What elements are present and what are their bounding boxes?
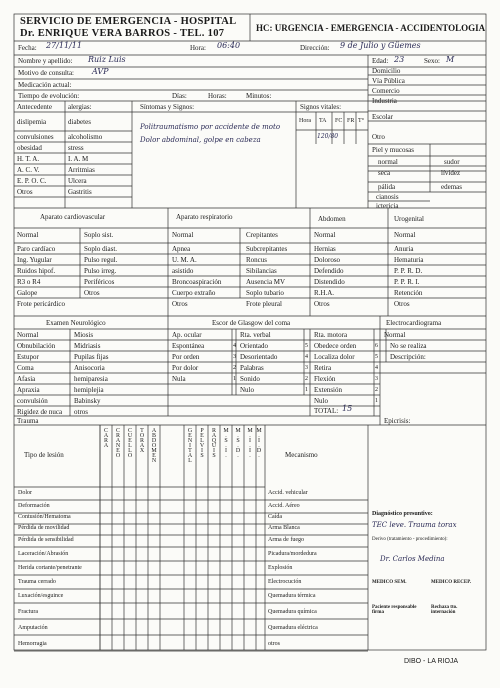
resp-item[interactable]: Apnea	[172, 245, 191, 253]
neuro-item[interactable]: hemiplejia	[74, 386, 104, 394]
ocular-score: 3	[233, 354, 236, 360]
resp-item[interactable]: Normal	[172, 231, 194, 239]
verbal-score: 4	[305, 354, 308, 360]
region-header-1: CRANEO	[115, 428, 121, 458]
resp-item[interactable]: Crepitantes	[246, 231, 278, 239]
abdomen-item[interactable]: R.H.A.	[314, 289, 335, 297]
lesion-row[interactable]: Contusión/Hematoma	[18, 514, 71, 520]
neuro-item[interactable]: Pupilas fijas	[74, 353, 109, 361]
motora-label: Rta. motora	[314, 331, 348, 339]
cardio-item[interactable]: Normal	[17, 231, 39, 239]
verbal-option[interactable]: Orientado	[240, 342, 268, 350]
transport-via-publica[interactable]: Vía Pública	[372, 77, 405, 85]
antecedente-item[interactable]: Gastritis	[68, 188, 92, 196]
motivo-field[interactable]: AVP	[92, 67, 109, 76]
motora-score: 2	[375, 387, 378, 393]
neuro-item[interactable]: Afasia	[17, 375, 36, 383]
neuro-item[interactable]: convulsión	[17, 397, 48, 405]
motora-score: 6	[375, 343, 378, 349]
ocular-option[interactable]: Espontánea	[172, 342, 205, 350]
lesion-row[interactable]: Amputación	[18, 625, 48, 631]
verbal-option[interactable]: Nulo	[240, 386, 254, 394]
hospital-title: SERVICIO DE EMERGENCIA - HOSPITAL	[20, 16, 237, 27]
piel-item[interactable]: sudor	[444, 158, 460, 166]
cardio-item[interactable]: Ing. Yugular	[17, 256, 52, 264]
verbal-option[interactable]: Palabras	[240, 364, 264, 372]
cardio-item[interactable]: Soplo sist.	[84, 231, 114, 239]
mecanismo-label: Mecanismo	[285, 451, 318, 459]
urogenital-item[interactable]: Normal	[394, 231, 416, 239]
antecedente-item[interactable]: Ulcera	[68, 177, 87, 185]
ecg-no-realiza[interactable]: No se realiza	[390, 342, 427, 350]
abdomen-item[interactable]: Normal	[314, 231, 336, 239]
resp-item[interactable]: Soplo tubario	[246, 289, 284, 297]
resp-item[interactable]: Roncus	[246, 256, 267, 264]
dias-label: Días:	[172, 92, 187, 100]
urogenital-item[interactable]: Otros	[394, 300, 410, 308]
ocular-score: 2	[233, 365, 236, 371]
sexo-label: Sexo:	[424, 57, 440, 65]
piel-label: Piel y mucosas	[372, 146, 414, 154]
antecedente-item[interactable]: Arritmias	[68, 166, 95, 174]
neuro-item[interactable]: Babinsky	[74, 397, 101, 405]
transport-otro[interactable]: Otro	[372, 133, 385, 141]
cardio-item[interactable]: Periféricos	[84, 278, 115, 286]
paciente-firma-label: Paciente responsable firma	[372, 605, 417, 615]
cardio-item[interactable]: R3 o R4	[17, 278, 41, 286]
cardio-item[interactable]: Galope	[17, 289, 38, 297]
ecg-normal[interactable]: Normal	[384, 331, 406, 339]
verbal-score: 5	[305, 343, 308, 349]
transport-escolar[interactable]: Escolar	[372, 113, 393, 121]
region-header-7: RAQUIS	[211, 428, 217, 458]
direccion-label: Dirección:	[300, 44, 330, 52]
region-header-8: M.S.I.	[223, 428, 229, 458]
printer-footer: DIBO - LA RIOJA	[404, 658, 459, 665]
motora-score: 5	[375, 354, 378, 360]
motora-score: 3	[375, 376, 378, 382]
abdomen-label: Abdomen	[318, 215, 346, 223]
resp-item[interactable]: Subcrepitantes	[246, 245, 288, 253]
minutos-label: Minutos:	[246, 92, 272, 100]
lesion-row[interactable]: Luxación/esguince	[18, 593, 64, 599]
cardio-item[interactable]: Otros	[84, 289, 100, 297]
motora-option[interactable]: Flexión	[314, 375, 336, 383]
mechanism-row[interactable]: Accid. Aéreo	[268, 503, 300, 509]
transport-industria[interactable]: Industria	[372, 97, 397, 105]
mechanism-row[interactable]: Caída	[268, 514, 282, 520]
cardio-item[interactable]: Paro cardíaco	[17, 245, 56, 253]
region-header-3: TORAX	[139, 428, 145, 453]
lesion-row[interactable]: Pérdida de sensibilidad	[18, 537, 74, 543]
vital-col-hora: Hora	[299, 118, 311, 124]
mechanism-row[interactable]: Explosión	[268, 565, 293, 571]
ocular-score: 4	[233, 343, 236, 349]
motora-option[interactable]: Nulo	[314, 397, 328, 405]
resp-item[interactable]: Ausencia MV	[246, 278, 286, 286]
antecedente-item[interactable]: A. C. V.	[17, 166, 40, 174]
piel-item[interactable]: seca	[378, 169, 391, 177]
resp-item[interactable]: Otros	[172, 300, 188, 308]
motora-score: 4	[375, 365, 378, 371]
resp-item[interactable]: Cuerpo extraño	[172, 289, 216, 297]
urogenital-item[interactable]: Anuria	[394, 245, 414, 253]
antecedente-item[interactable]: alcoholismo	[68, 133, 103, 141]
urogenital-item[interactable]: P. P. R. D.	[394, 267, 423, 275]
antecedente-item[interactable]: diabetes	[68, 118, 91, 126]
cardio-item[interactable]: Frote pericárdico	[17, 300, 66, 308]
piel-item[interactable]: cianosis	[376, 193, 399, 201]
mechanism-row[interactable]: Accid. vehicular	[268, 490, 308, 496]
region-header-5: GENITAL	[187, 428, 193, 463]
vital-col-fc: FC	[335, 118, 343, 124]
lesion-row[interactable]: Fractura	[18, 609, 38, 615]
abdomen-item[interactable]: Otros	[314, 300, 330, 308]
region-header-4: ABDOMEN	[151, 428, 157, 463]
neuro-item[interactable]: hemiparesia	[74, 375, 108, 383]
lesion-row[interactable]: Hemorragia	[18, 641, 47, 647]
fecha-field[interactable]: 27/11/11	[46, 41, 82, 50]
region-header-11: M.I.D.	[256, 428, 262, 458]
ecg-descripcion: Descripción:	[390, 353, 426, 361]
hospital-subtitle: Dr. ENRIQUE VERA BARROS - TEL. 107	[20, 28, 225, 39]
nombre-field[interactable]: Ruiz Luis	[88, 55, 126, 64]
urogenital-item[interactable]: Hematuria	[394, 256, 424, 264]
mechanism-row[interactable]: Quemadura eléctrica	[268, 625, 318, 631]
region-header-10: M.I.I.	[247, 428, 253, 458]
cardio-item[interactable]: Soplo diast.	[84, 245, 118, 253]
medico-recep-label: MEDICO RECEP.	[431, 580, 472, 585]
abdomen-item[interactable]: Distendido	[314, 278, 345, 286]
neuro-item[interactable]: Obnubilación	[17, 342, 56, 350]
motora-option[interactable]: Localiza dolor	[314, 353, 355, 361]
verbal-option[interactable]: Desorientado	[240, 353, 278, 361]
transport-comercio[interactable]: Comercio	[372, 87, 400, 95]
region-header-0: CARA	[103, 428, 109, 448]
signos-vitales-label: Signos vitales:	[300, 103, 342, 111]
antecedente-item[interactable]: E. P. O. C.	[17, 177, 47, 185]
antecedente-item[interactable]: dislipemia	[17, 118, 47, 126]
motora-option[interactable]: Extensión	[314, 386, 342, 394]
urogenital-item[interactable]: P. P. R. I.	[394, 278, 420, 286]
horas-label: Horas:	[208, 92, 227, 100]
lesion-row[interactable]: Deformación	[18, 503, 50, 509]
glasgow-label: Escor de Glasgow del coma	[212, 319, 291, 327]
abdomen-item[interactable]: Doloroso	[314, 256, 341, 264]
region-header-2: CUELLO	[127, 428, 133, 458]
antecedente-item[interactable]: obesidad	[17, 144, 42, 152]
neuro-item[interactable]: otros	[74, 408, 88, 416]
vital-col-fr: FR	[347, 118, 355, 124]
neuro-item[interactable]: Coma	[17, 364, 34, 372]
antecedente-item[interactable]: I. A. M	[68, 155, 89, 163]
cardio-item[interactable]: Ruidos hipof.	[17, 267, 56, 275]
motivo-label: Motivo de consulta:	[18, 69, 74, 77]
region-header-6: PELVIS	[199, 428, 205, 458]
edad-field[interactable]: 23	[394, 55, 405, 64]
resp-item[interactable]: Sibilancias	[246, 267, 277, 275]
cardio-item[interactable]: Pulso regul.	[84, 256, 118, 264]
ocular-option[interactable]: Nula	[172, 375, 186, 383]
nombre-label: Nombre y apellido:	[18, 57, 73, 65]
vital-col-ta: TA	[319, 118, 327, 124]
edad-label: Edad:	[372, 57, 389, 65]
verbal-option[interactable]: Sonido	[240, 375, 260, 383]
urogenital-label: Urogenital	[394, 215, 424, 223]
cardio-label: Aparato cardiovascular	[40, 213, 106, 221]
tipo-lesion-label: Tipo de lesión	[24, 451, 64, 459]
medico-sem-label: MEDICO SEM.	[372, 580, 407, 585]
region-header-9: M.S.D.	[235, 428, 241, 458]
fecha-label: Fecha:	[18, 44, 37, 52]
ocular-option[interactable]: Por dolor	[172, 364, 199, 372]
antecedente-item[interactable]: stress	[68, 144, 84, 152]
mechanism-row[interactable]: otros	[268, 641, 280, 647]
ecg-label: Electrocardiograma	[386, 319, 442, 327]
abdomen-item[interactable]: Hernias	[314, 245, 336, 253]
resp-item[interactable]: asistido	[172, 267, 194, 275]
resp-item[interactable]: Broncoaspiración	[172, 278, 222, 286]
neuro-item[interactable]: Anisocoria	[74, 364, 105, 372]
neuro-item[interactable]: Normal	[17, 331, 39, 339]
ocular-label: Ap. ocular	[172, 331, 202, 339]
antecedente-item[interactable]: alergias:	[68, 103, 92, 111]
motora-option[interactable]: Obedece orden	[314, 342, 357, 350]
sexo-field[interactable]: M	[446, 55, 455, 64]
piel-item[interactable]: normal	[378, 158, 398, 166]
mechanism-row[interactable]: Arma de fuego	[268, 537, 304, 543]
neuro-item[interactable]: Estupor	[17, 353, 39, 361]
glasgow-total-label: TOTAL:	[314, 407, 339, 415]
neuro-item[interactable]: Rigidez de nuca	[17, 408, 63, 416]
mechanism-row[interactable]: Quemadura química	[268, 609, 317, 615]
hora-label: Hora:	[190, 44, 206, 52]
resp-item[interactable]: U. M. A.	[172, 256, 197, 264]
abdomen-item[interactable]: Defendido	[314, 267, 344, 275]
mechanism-row[interactable]: Picadura/mordedura	[268, 551, 317, 557]
piel-item[interactable]: lívidez	[441, 169, 461, 177]
verbal-score: 2	[305, 376, 308, 382]
transport-domicilio[interactable]: Domicilio	[372, 67, 401, 75]
derivo-label: Derivo (tratamiento - procedimiento):	[372, 537, 448, 542]
epicrisis-label: Epicrisis:	[384, 417, 411, 425]
direccion-field[interactable]: 9 de Julio y Güemes	[340, 41, 421, 50]
neuro-item[interactable]: Trauma	[17, 417, 39, 425]
form-type-title: HC: URGENCIA - EMERGENCIA - ACCIDENTOLOGIA	[256, 23, 486, 33]
neuro-item[interactable]: Miosis	[74, 331, 94, 339]
diagnostico-field[interactable]: TEC leve. Trauma torax	[372, 521, 457, 529]
piel-item[interactable]: pálida	[378, 183, 396, 191]
resp-label: Aparato respiratorio	[176, 213, 233, 221]
verbal-score: 1	[305, 387, 308, 393]
firma-field[interactable]: Dr. Carlos Medina	[380, 555, 445, 563]
motora-score: 1	[375, 398, 378, 404]
ocular-option[interactable]: Por orden	[172, 353, 200, 361]
vital-col-temp: T°	[358, 118, 365, 124]
tiempo-label: Tiempo de evolución:	[18, 92, 80, 100]
neuro-item[interactable]: Apraxia	[17, 386, 40, 394]
rechaza-label: Rechaza tto. internación	[431, 605, 458, 615]
antecedente-item[interactable]: Otros	[17, 188, 33, 196]
lesion-row[interactable]: Herida cortante/penetrante	[18, 565, 82, 571]
hora-field[interactable]: 06:40	[217, 41, 241, 50]
motora-option[interactable]: Retira	[314, 364, 332, 372]
antecedente-item[interactable]: convulsiones	[17, 133, 54, 141]
urogenital-item[interactable]: Retención	[394, 289, 423, 297]
glasgow-total-field[interactable]: 15	[342, 404, 353, 413]
ocular-score: 1	[233, 376, 236, 382]
piel-item[interactable]: ictericia	[376, 202, 399, 210]
neuro-label: Examen Neurológico	[46, 319, 106, 327]
lesion-row[interactable]: Laceración/Abrasión	[18, 551, 69, 557]
lesion-row[interactable]: Trauma cerrado	[18, 579, 56, 585]
sintomas-line-2[interactable]: Dolor abdominal, golpe en cabeza	[140, 136, 261, 144]
mechanism-row[interactable]: Quemadura térmica	[268, 593, 316, 599]
mechanism-row[interactable]: Arma Blanca	[268, 525, 300, 531]
vital-ta-value[interactable]: 120/80	[317, 133, 339, 140]
sintomas-line-1[interactable]: Politraumatismo por accidente de moto	[140, 123, 281, 131]
mechanism-row[interactable]: Electrocución	[268, 579, 302, 585]
antecedente-item: Antecedente	[17, 103, 52, 111]
neuro-item[interactable]: Midriasis	[74, 342, 101, 350]
medicacion-label: Medicación actual:	[18, 81, 72, 89]
cardio-item[interactable]: Pulso irreg.	[84, 267, 117, 275]
verbal-label: Rta. verbal	[240, 331, 271, 339]
piel-item[interactable]: edemas	[441, 183, 462, 191]
lesion-row[interactable]: Pérdida de movilidad	[18, 525, 70, 531]
lesion-row[interactable]: Dolor	[18, 490, 32, 496]
verbal-score: 3	[305, 365, 308, 371]
diagnostico-label: Diagnóstico presuntivo:	[372, 511, 433, 517]
sintomas-label: Síntomas y Signos:	[140, 103, 195, 111]
antecedente-item[interactable]: H. T. A.	[17, 155, 40, 163]
resp-item[interactable]: Frote pleural	[246, 300, 282, 308]
